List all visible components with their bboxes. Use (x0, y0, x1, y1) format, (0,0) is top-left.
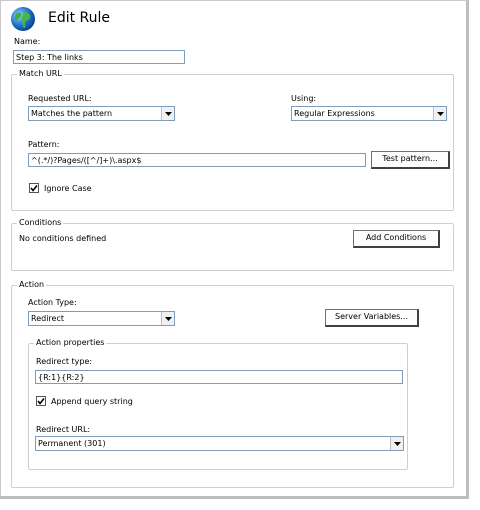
action-legend: Action (19, 280, 45, 289)
requested-url-label: Requested URL: (28, 94, 92, 103)
append-query-label: Append query string (51, 397, 133, 406)
conditions-legend: Conditions (19, 218, 62, 227)
using-label: Using: (291, 94, 317, 103)
redirect-url-select[interactable] (35, 436, 404, 451)
redirect-type-label: Redirect type: (36, 357, 93, 366)
requested-url-value: Matches the pattern (31, 109, 113, 118)
pattern-label: Pattern: (28, 140, 60, 149)
action-type-select[interactable] (28, 311, 175, 326)
using-value: Regular Expressions (294, 109, 375, 118)
requested-url-select[interactable] (28, 106, 175, 121)
checkmark-icon (37, 397, 45, 405)
checkmark-icon (30, 184, 38, 192)
add-conditions-button[interactable]: Add Conditions (353, 230, 440, 248)
chevron-down-icon (161, 107, 174, 120)
name-label: Name: (14, 37, 41, 46)
using-select[interactable] (291, 106, 447, 121)
pattern-input[interactable]: ^(.*/)?Pages/([^/]+)\.aspx$ (28, 153, 366, 167)
append-query-checkbox[interactable] (36, 396, 46, 406)
chevron-down-icon (433, 107, 446, 120)
chevron-down-icon (390, 437, 403, 450)
action-properties-legend: Action properties (36, 338, 105, 347)
redirect-url-label: Redirect URL: (36, 425, 91, 434)
globe-icon (10, 6, 36, 32)
no-conditions-text: No conditions defined (19, 234, 107, 243)
action-type-label: Action Type: (28, 298, 77, 307)
match-url-legend: Match URL (19, 69, 62, 78)
action-type-value: Redirect (31, 314, 64, 323)
name-input[interactable]: Step 3: The links (13, 50, 185, 64)
redirect-url-value: Permanent (301) (38, 439, 106, 448)
test-pattern-button[interactable]: Test pattern... (371, 151, 450, 169)
chevron-down-icon (161, 312, 174, 325)
server-variables-button[interactable]: Server Variables... (325, 309, 419, 327)
dialog-title: Edit Rule (48, 10, 111, 26)
redirect-type-input[interactable]: {R:1}{R:2} (35, 370, 403, 384)
ignore-case-label: Ignore Case (44, 184, 92, 193)
ignore-case-checkbox[interactable] (29, 183, 39, 193)
